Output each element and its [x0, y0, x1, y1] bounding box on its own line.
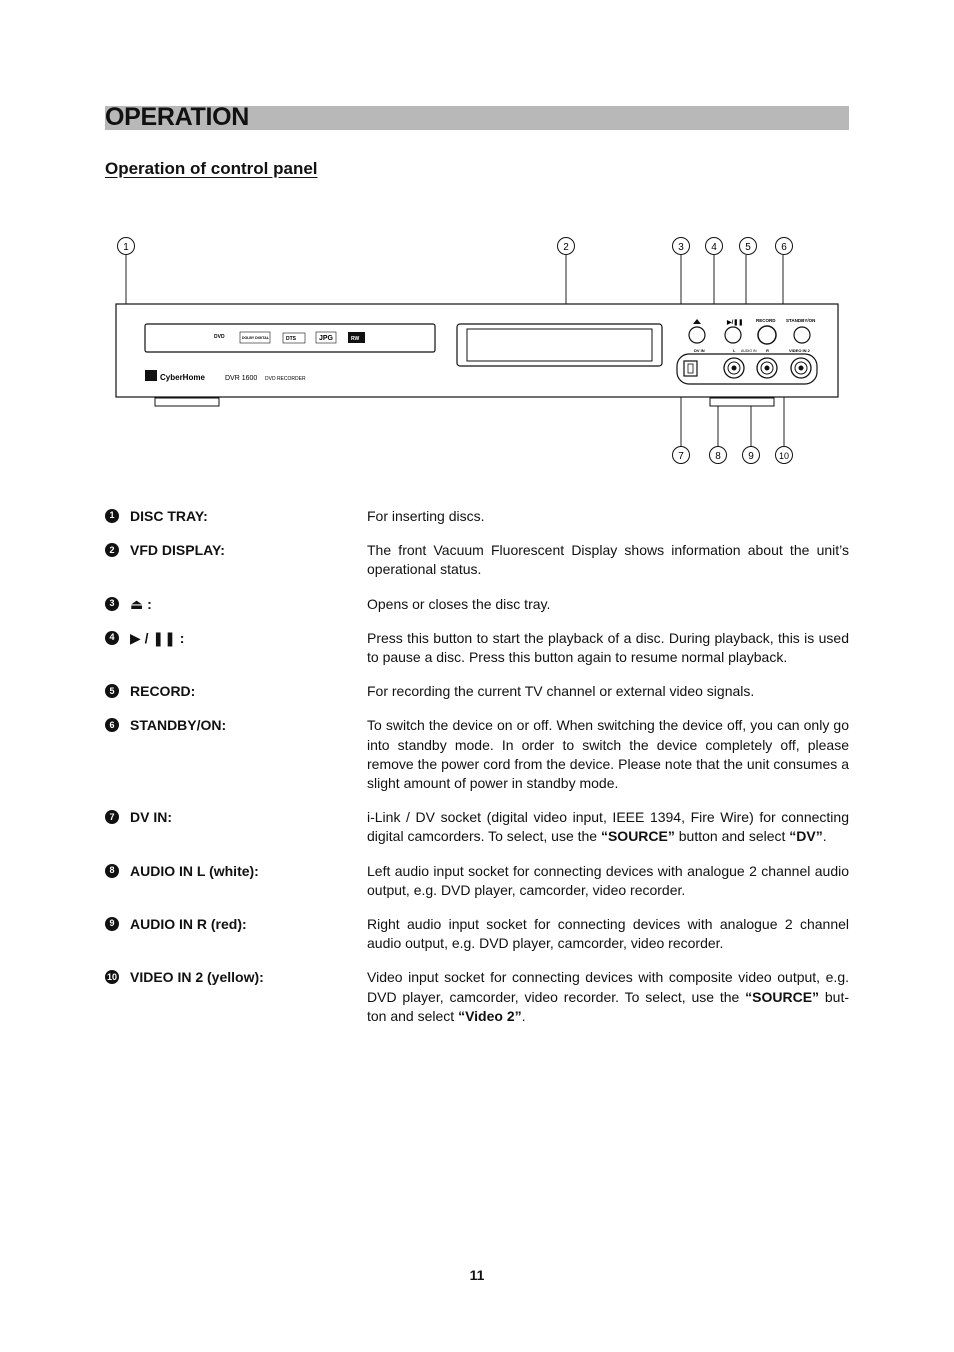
callout-9: 9 [748, 451, 754, 462]
list-item [105, 915, 849, 953]
item-label: VFD DISPLAY: [130, 542, 225, 559]
play-pause-icon: ▶/❚❚ [727, 320, 744, 326]
brand-name: CyberHome [160, 373, 205, 382]
item-number: 2 [105, 543, 119, 557]
item-description: For recording the current TV channel or external video signals. [367, 683, 755, 700]
list-item [105, 862, 849, 900]
standby-label: STANDBY/ON [786, 318, 816, 323]
logo-rw: RW [351, 336, 360, 342]
dv-in-socket [684, 361, 697, 376]
callout-7: 7 [678, 451, 684, 462]
audio-r-socket [757, 358, 777, 378]
item-description: The front Vacuum Fluorescent Display shows information about the unit’s operational status. [367, 542, 849, 578]
callout-1: 1 [123, 242, 129, 253]
control-panel-diagram [105, 228, 850, 473]
item-label: RECORD: [130, 683, 196, 700]
item-label: STANDBY/ON: [130, 717, 227, 734]
eject-button [689, 327, 705, 343]
video-in-socket [791, 358, 811, 378]
audio-l-label: L [733, 348, 736, 353]
device-foot-left [155, 398, 219, 406]
item-number: 10 [105, 970, 119, 984]
item-label: VIDEO IN 2 (yellow): [130, 969, 264, 986]
item-number: 3 [105, 597, 119, 611]
item-description: Right audio input socket for connecting devices with analogue 2 channel audio output, e.g. DVD player, camcorder, video recorder. [367, 916, 849, 952]
item-description: To switch the device on or off. When switching the device off, you can only go into standby mode. In order to switch the device completely off, please remove the power cord from the device. Please note that the unit consumes a slight amount of power in standby mode. [367, 717, 849, 792]
play-pause-button [725, 327, 741, 343]
item-label: DV IN: [130, 809, 172, 826]
model-name: DVR 1600 [225, 375, 258, 382]
callout-3: 3 [678, 242, 684, 253]
list-item [105, 716, 849, 793]
callout-10: 10 [778, 451, 790, 461]
callout-8: 8 [715, 451, 721, 462]
list-item [105, 541, 849, 579]
callout-4: 4 [711, 242, 717, 253]
device-foot-right [710, 398, 774, 406]
item-description: For inserting discs. [367, 508, 485, 524]
item-number: 8 [105, 864, 119, 878]
video-in-label: VIDEO IN 2 [789, 348, 810, 353]
logo-dolby: DOLBY DIGITAL [242, 336, 269, 340]
item-description: Opens or closes the disc tray. [367, 595, 551, 612]
item-number: 1 [105, 509, 119, 523]
item-description: Left audio input socket for connecting devices with analogue 2 channel audio output, e.g. DVD player, camcorder, video recorder. [367, 862, 849, 898]
dv-in-label: DV IN [694, 348, 705, 353]
audio-in-label: AUDIO IN [741, 349, 757, 353]
section-subtitle: Operation of control panel [105, 159, 318, 178]
item-number: 6 [105, 718, 119, 732]
item-description: i-Link / DV socket (digital video input, IEEE 1394, Fire Wire) for connecting digital camcorders. To select, use the “SOURCE” button and select “DV”. [367, 809, 849, 845]
vfd-display-window [467, 329, 652, 361]
item-label: DISC TRAY: [130, 508, 208, 524]
record-label: RECORD [756, 318, 776, 323]
list-item [105, 808, 849, 846]
item-number: 4 [105, 631, 119, 645]
item-description: Press this button to start the playback of a disc. During playback, this is used to pause a disc. Press this button again to resume normal playback. [367, 629, 849, 666]
model-suffix: DVD RECORDER [265, 376, 306, 382]
list-item [105, 507, 849, 526]
item-description: Video input socket for connecting devices with composite video output, e.g. DVD player, camcorder, video recorder. To select, use the “SOURCE” but-ton and select “Video 2”. [367, 969, 850, 1024]
logo-dvd: DVD [214, 334, 225, 340]
list-item [105, 682, 849, 701]
callout-2: 2 [563, 242, 569, 253]
list-item [105, 595, 849, 614]
item-number: 9 [105, 917, 119, 931]
list-item [105, 968, 849, 1026]
item-label: ▶ / ❚❚ : [130, 629, 185, 646]
item-label: ⏏ : [130, 595, 152, 612]
list-item [105, 629, 849, 667]
page-title: OPERATION [105, 103, 250, 131]
item-label: AUDIO IN R (red): [130, 916, 247, 933]
logo-jpg: JPG [319, 335, 334, 342]
item-number: 7 [105, 810, 119, 824]
control-descriptions [105, 507, 849, 1041]
page-number: 11 [469, 1267, 485, 1283]
logo-dts: DTS [286, 336, 296, 342]
callout-6: 6 [781, 242, 787, 253]
brand-logo-icon [145, 370, 157, 381]
audio-l-socket [724, 358, 744, 378]
item-number: 5 [105, 684, 119, 698]
audio-r-label: R [766, 348, 769, 353]
standby-button [794, 327, 810, 343]
item-label: AUDIO IN L (white): [130, 862, 259, 879]
record-button [758, 326, 776, 344]
callout-5: 5 [745, 242, 751, 253]
